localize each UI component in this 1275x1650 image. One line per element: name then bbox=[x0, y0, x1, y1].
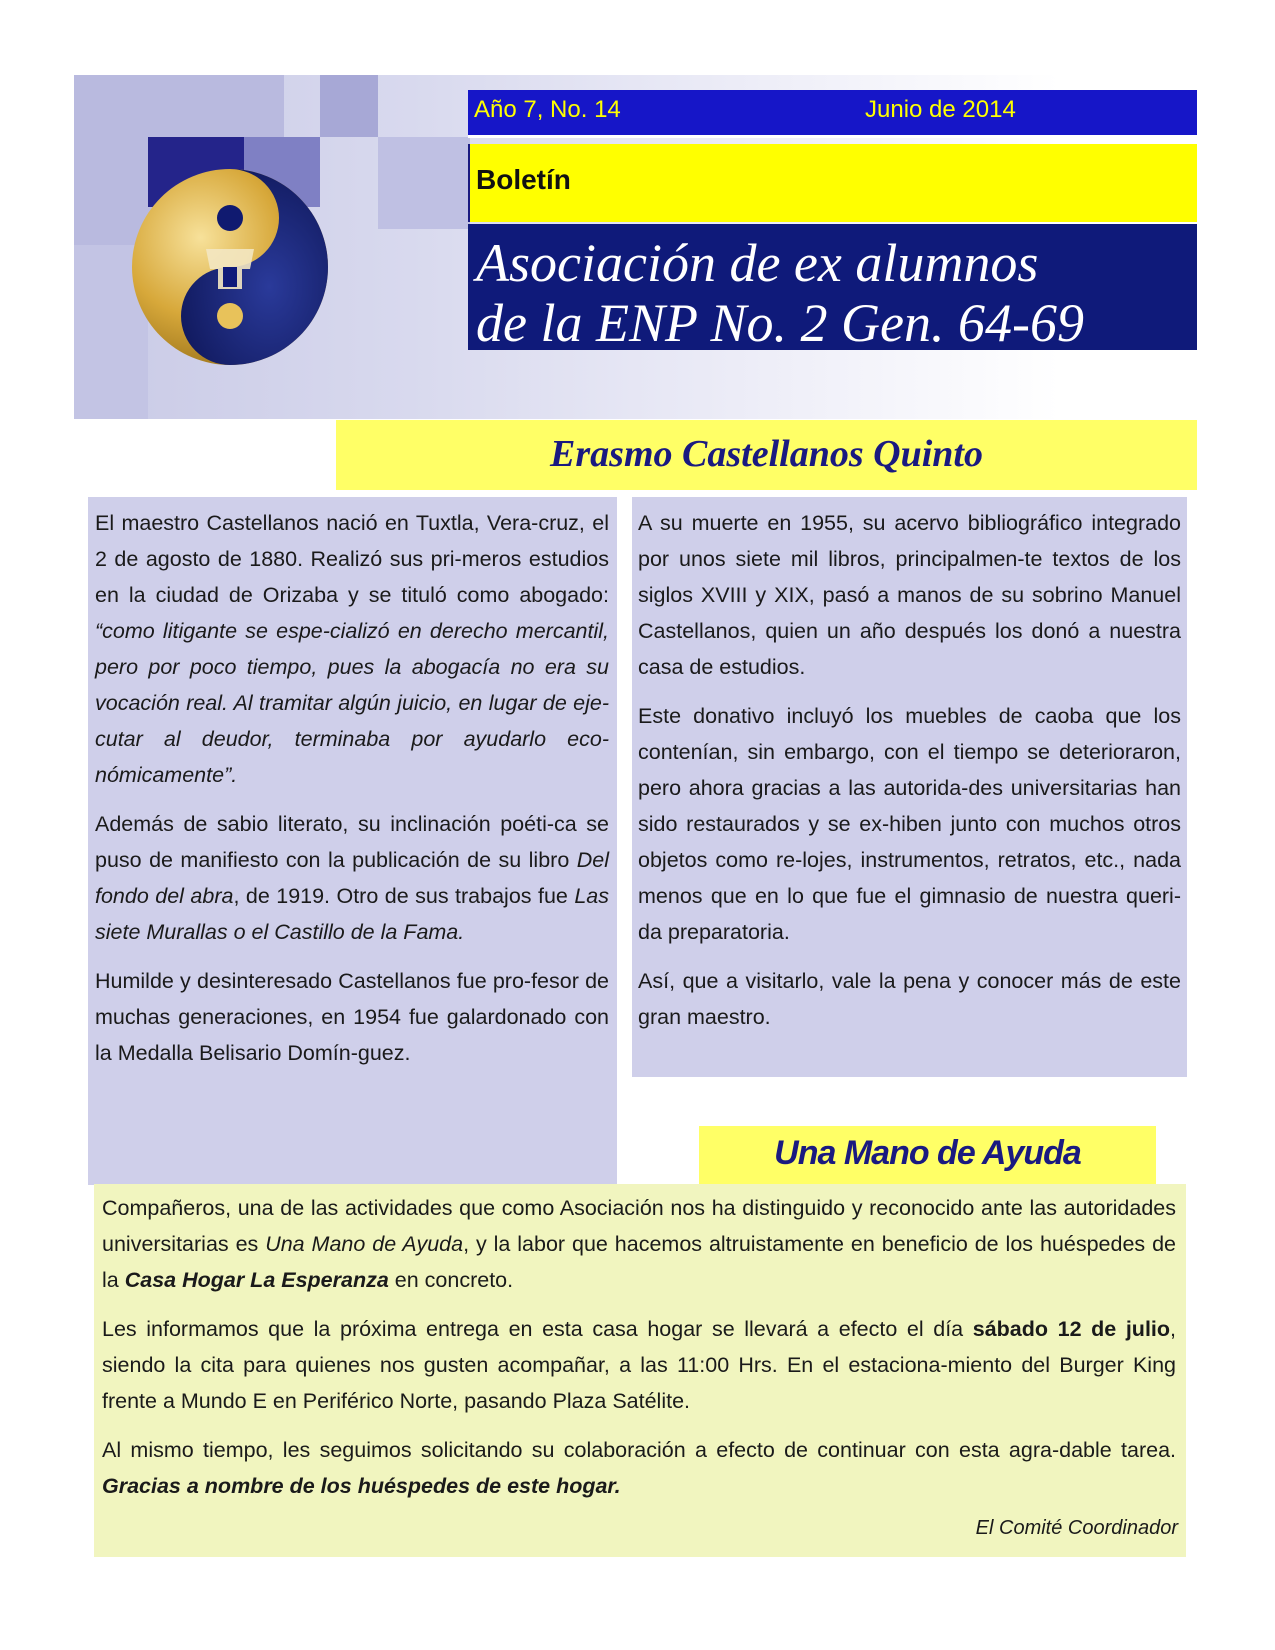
program-name: Una Mano de Ayuda bbox=[265, 1232, 464, 1256]
masthead-title-line2: de la ENP No. 2 Gen. 64-69 bbox=[476, 293, 1084, 353]
event-date: sábado 12 de julio bbox=[972, 1317, 1171, 1341]
masthead-title-line1: Asociación de ex alumnos bbox=[476, 233, 1039, 293]
paragraph-text: El maestro Castellanos nació en Tuxtla, Vera-cruz, el 2 de agosto de 1880. Realizó sus pri-meros estudios en la ciudad de Orizaba y se tituló como abogado: bbox=[95, 511, 609, 607]
article1-title-bar bbox=[336, 420, 1197, 490]
paragraph-text: , siendo la cita para quienes nos gusten acompañar, a las 11:00 Hrs. En el estaciona-miento del Burger King frente a Mundo E en Periférico Norte, pasando Plaza Satélite. bbox=[102, 1317, 1177, 1413]
thanks-text: Gracias a nombre de los huéspedes de este hogar. bbox=[102, 1474, 621, 1498]
signature: El Comité Coordinador bbox=[975, 1517, 1178, 1539]
article1-title: Erasmo Castellanos Quinto bbox=[550, 433, 983, 475]
paragraph-text: Compañeros, una de las actividades que como Asociación nos ha distinguido y reconocido ante las autoridades universitarias es bbox=[102, 1196, 1176, 1256]
paragraph-text: , y la labor que hacemos altruistamente en beneficio de los huéspedes de la bbox=[102, 1232, 1176, 1292]
article1-paragraph: Así, que a visitarlo, vale la pena y conocer más de este gran maestro. bbox=[638, 969, 1181, 1029]
article2-paragraph bbox=[102, 1311, 1176, 1419]
yin-yang-logo bbox=[130, 167, 330, 367]
paragraph-text: Además de sabio literato, su inclinación poéti-ca se puso de manifiesto con la publicación de su libro bbox=[95, 812, 609, 872]
paragraph-text: en concreto. bbox=[388, 1268, 514, 1292]
decorative-square bbox=[378, 137, 470, 229]
article1-paragraph: Este donativo incluyó los muebles de caoba que los contenían, sin embargo, con el tiempo se deterioraron, pero ahora gracias a las autorida-des universitarias han sido restaurados y se ex-hiben junto con muchos otros objetos como re-lojes, instrumentos, retratos, etc., nada menos que en lo que fue el gimnasio de nuestra queri-da preparatoria. bbox=[638, 704, 1181, 944]
bulletin-label: Boletín bbox=[476, 164, 571, 195]
article1-right-column bbox=[632, 497, 1187, 1077]
paragraph-text: Al mismo tiempo, les seguimos solicitando su colaboración a efecto de continuar con esta agra-dable tarea. bbox=[102, 1438, 1176, 1462]
quote-text: “como litigante se espe-cializó en derecho mercantil, pero por poco tiempo, pues la abogacía no era su vocación real. Al tramitar algún juicio, en lugar de eje-cutar al deudor, terminaba por ayudarlo eco-nómicamente”. bbox=[95, 619, 609, 787]
article1-paragraph bbox=[95, 806, 609, 950]
article2-title-bar bbox=[699, 1126, 1156, 1184]
masthead-title-block bbox=[468, 224, 1197, 353]
article2-title: Una Mano de Ayuda bbox=[774, 1134, 1081, 1172]
book-title: Del fondo del abra bbox=[95, 848, 609, 908]
article2-box bbox=[94, 1184, 1186, 1557]
issue-date: Junio de 2014 bbox=[865, 96, 1016, 123]
paragraph-text: Les informamos que la próxima entrega en esta casa hogar se llevará a efecto el día bbox=[102, 1317, 973, 1341]
article2-paragraph bbox=[102, 1432, 1176, 1504]
book-title: Las siete Murallas o el Castillo de la Fama. bbox=[95, 884, 609, 944]
issue-number: Año 7, No. 14 bbox=[474, 96, 621, 123]
article2-paragraph bbox=[102, 1190, 1176, 1298]
article1-paragraph: A su muerte en 1955, su acervo bibliográfico integrado por unos siete mil libros, principalmen-te textos de los siglos XVIII y XIX, pasó a manos de su sobrino Manuel Castellanos, quien un año después los donó a nuestra casa de estudios. bbox=[638, 511, 1181, 679]
issue-date-bar bbox=[468, 90, 1197, 138]
article1-paragraph: Humilde y desinteresado Castellanos fue pro-fesor de muchas generaciones, en 1954 fue galardonado con la Medalla Belisario Domín-guez. bbox=[95, 969, 609, 1065]
bulletin-label-bar bbox=[468, 144, 1197, 222]
article1-paragraph bbox=[95, 505, 609, 793]
paragraph-text: , de 1919. Otro de sus trabajos fue bbox=[233, 884, 575, 908]
institution-name: Casa Hogar La Esperanza bbox=[124, 1268, 389, 1292]
decorative-square bbox=[320, 75, 378, 137]
article1-left-column bbox=[88, 497, 617, 1185]
